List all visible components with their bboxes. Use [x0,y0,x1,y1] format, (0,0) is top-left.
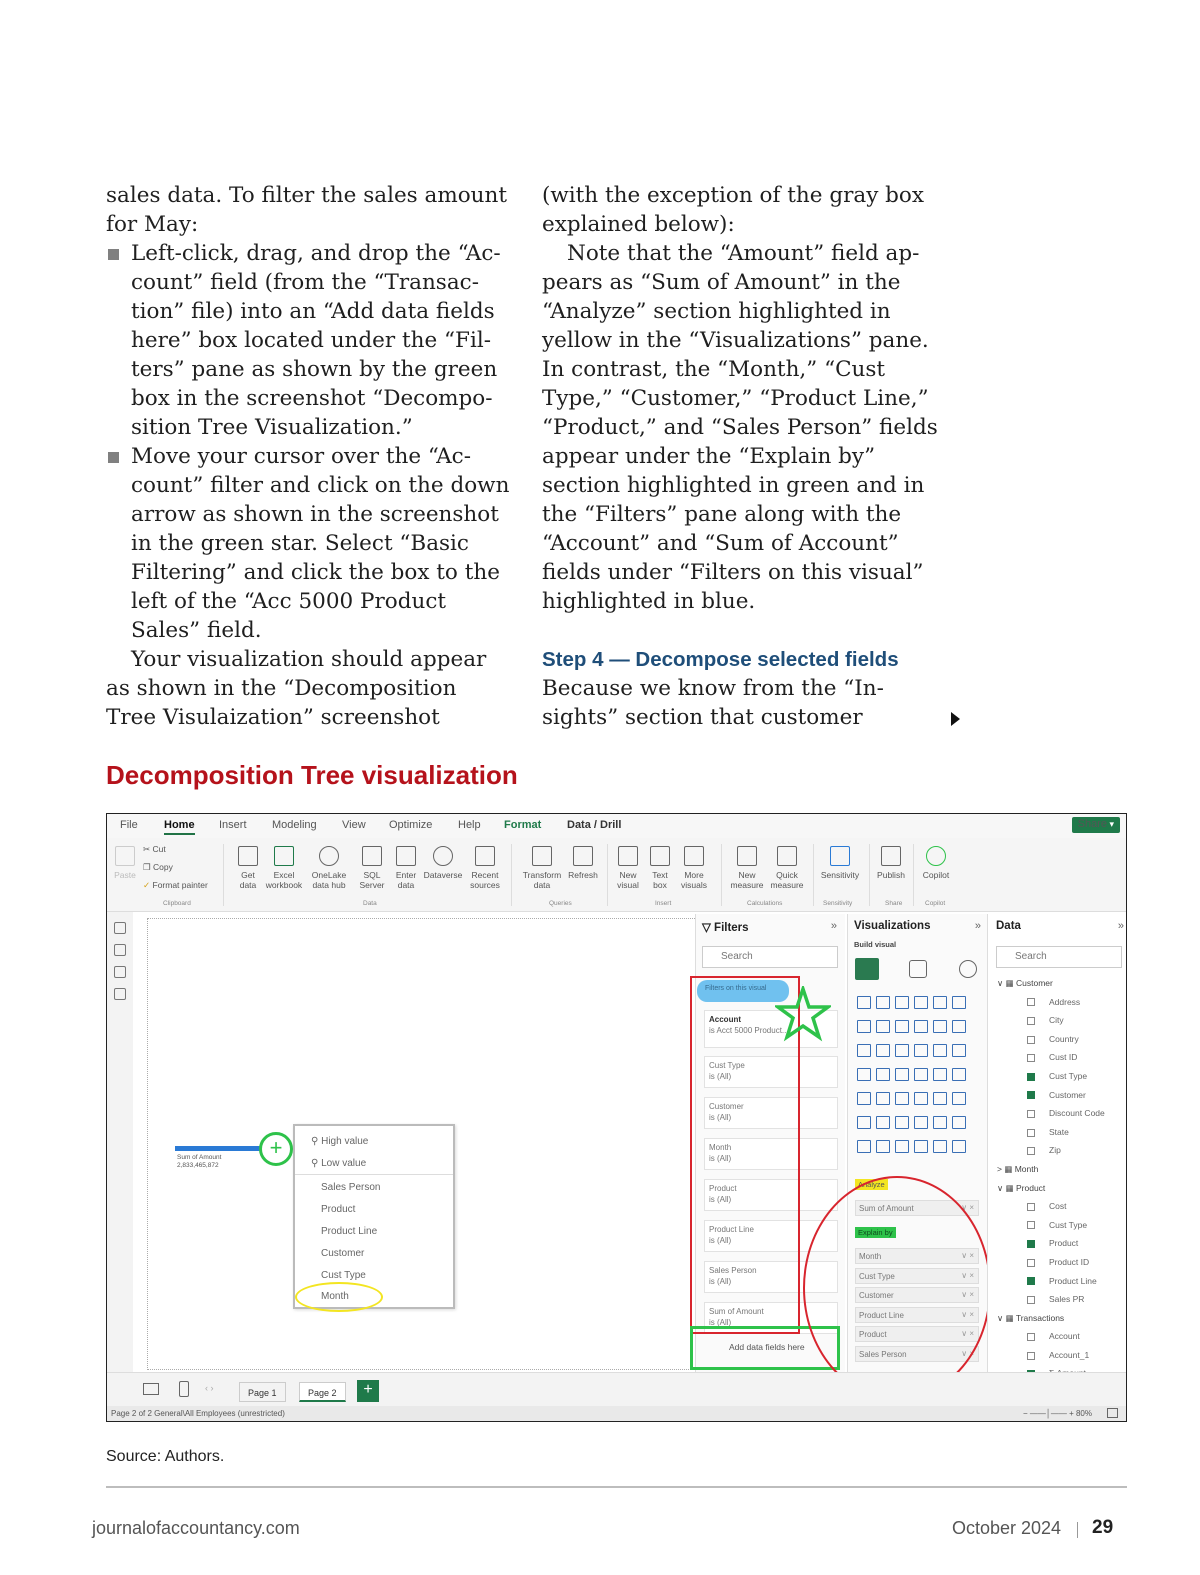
table-customer[interactable]: ∨ ▦ Customer [997,978,1053,988]
table-view-icon[interactable] [114,944,126,956]
analyze-label: Analyze [855,1179,888,1190]
powerbi-screenshot [106,813,1127,1422]
visual-type-icon[interactable] [895,1068,909,1081]
new-visual-button[interactable]: New visual [613,846,643,890]
visual-type-icon[interactable] [857,1092,871,1105]
format-painter-button[interactable]: ✓ Format painter [143,880,208,890]
paragraph: Your visualization should appear as shown in the “Decomposition Tree Visulaization” screenshot [106,647,487,730]
ribbon-group-label: Calculations [747,900,783,907]
share-button[interactable]: Share ▾ [1072,817,1120,833]
menu-item[interactable]: Sales Person [321,1182,381,1193]
visual-type-icon[interactable] [876,1068,890,1081]
article-right-column [542,181,942,732]
visual-type-icon[interactable] [933,1044,947,1057]
visual-type-icon[interactable] [857,1020,871,1033]
filters-search-input[interactable]: Search [702,946,838,968]
cut-button[interactable]: ✂ Cut [143,844,166,854]
field-item[interactable]: Sales PR [997,1290,1122,1309]
view-rail [107,912,133,1372]
ribbon-group-label: Copilot [925,900,946,907]
report-view-icon[interactable] [114,922,126,934]
zoom-level[interactable]: − ——│—— + 80% [1022,1409,1092,1418]
step-heading: Step 4 — Decompose selected fields [542,648,899,671]
status-text: Page 2 of 2 General\All Employees (unrestricted) [111,1409,285,1418]
filter-card[interactable]: Product is (All) [704,1179,838,1211]
visual-type-icon[interactable] [895,1140,909,1153]
visual-type-icon[interactable] [876,1044,890,1057]
field-item[interactable]: Product ID [997,1253,1122,1272]
explain-by-label: Explain by [855,1227,896,1238]
data-search-input[interactable]: Search [996,946,1122,968]
article-left-column [106,181,511,732]
visual-type-icon[interactable] [933,1092,947,1105]
visual-type-icon[interactable] [914,996,928,1009]
ribbon-group-label: Clipboard [163,900,191,907]
visual-type-icon[interactable] [952,1116,966,1129]
menu-item-month[interactable]: Month [321,1291,349,1302]
bullet-item: Move your cursor over the “Account” filter and click on the down arrow as shown in the screenshot in the green star. Select “Basic Filtering” and click the box to the left of the “Acc 5000 Product Sales” field. [106,442,511,645]
visual-type-icon[interactable] [933,1068,947,1081]
fit-to-page-icon[interactable] [1107,1408,1118,1418]
menu-help[interactable]: Help [458,819,481,831]
more-visuals-button[interactable]: More visuals [675,846,713,890]
text-box-button[interactable]: Text box [645,846,675,890]
visual-type-grid [855,994,983,1162]
menu-modeling[interactable]: Modeling [272,819,317,831]
analytics-icon[interactable] [959,960,977,978]
field-item[interactable]: Cust Type [997,1216,1122,1235]
footer-divider [1077,1522,1078,1538]
refresh-button[interactable]: Refresh [565,846,601,880]
menu-bar [107,814,1126,838]
menu-optimize[interactable]: Optimize [389,819,433,831]
sql-server-button[interactable]: SQL Server [357,846,387,890]
field-item[interactable]: Cost [997,1197,1122,1216]
visual-type-icon[interactable] [914,1020,928,1033]
field-item[interactable]: Cust Type [997,1067,1122,1086]
field-item[interactable]: Address [997,993,1122,1012]
visual-type-icon[interactable] [933,1116,947,1129]
footer-date: October 2024 [952,1518,1062,1538]
figure-source: Source: Authors. [106,1448,225,1465]
filter-card[interactable]: Cust Type is (All) [704,1056,838,1088]
collapse-icon[interactable]: » [830,920,837,932]
explain-field[interactable]: Product ∨ × [855,1326,979,1342]
filter-card[interactable]: Sales Person is (All) [704,1261,838,1293]
menu-insert[interactable]: Insert [219,819,247,831]
copilot-button[interactable]: Copilot [917,846,955,880]
filter-card[interactable]: Customer is (All) [704,1097,838,1129]
ribbon-group-label: Queries [549,900,572,907]
menu-item[interactable]: Customer [321,1248,365,1259]
field-item[interactable]: Country [997,1030,1122,1049]
analyze-field[interactable]: Sum of Amount ∨ × [855,1200,979,1216]
data-field-tree [997,974,1122,1402]
visual-type-icon[interactable] [857,1044,871,1057]
divider [106,1486,1127,1488]
visual-type-icon[interactable] [914,1092,928,1105]
get-data-button[interactable]: Get data [233,846,263,890]
filter-card[interactable]: Sum of Amount is (All) [704,1302,838,1334]
field-item[interactable]: Account_1 [997,1346,1122,1365]
visualizations-title: Visualizations [854,920,931,932]
bullet-item: Left-click, drag, and drop the “Account” field (from the “Transaction” file) into an “Add data fields here” box located under the “Filters” pane as shown by the green box in the screenshot “Decomposition Tree Visualization.” [106,239,511,442]
visual-type-icon[interactable] [876,1092,890,1105]
tab-nav-arrows-icon[interactable]: ‹ › [205,1383,214,1393]
onelake-button[interactable]: OneLake data hub [307,846,351,890]
dataverse-button[interactable]: Dataverse [423,846,463,880]
menu-item[interactable]: Product Line [321,1226,378,1237]
paragraph: sales data. To filter the sales amount for May: [106,183,508,237]
expand-menu [293,1124,455,1309]
explain-field[interactable]: Product Line ∨ × [855,1307,979,1323]
collapse-icon[interactable]: » [1117,920,1124,932]
menu-item-low-value[interactable]: ⚲ Low value [311,1158,367,1169]
paste-button[interactable]: Paste [113,846,137,880]
recent-sources-button[interactable]: Recent sources [467,846,503,890]
quick-measure-button[interactable]: Quick measure [767,846,807,890]
field-item[interactable]: State [997,1123,1122,1142]
menu-home[interactable]: Home [164,819,195,835]
visual-type-icon[interactable] [914,1068,928,1081]
decomposition-bar[interactable] [175,1146,261,1151]
collapse-icon[interactable]: » [974,920,981,932]
menu-item[interactable]: Cust Type [321,1270,366,1281]
page-number: 29 [1092,1517,1114,1538]
transform-data-button[interactable]: Transform data [521,846,563,890]
blue-highlight: Filters on this visual [697,980,789,1002]
visual-type-icon[interactable] [857,1140,871,1153]
explain-field[interactable]: Sales Person ∨ × [855,1346,979,1362]
paragraph: Note that the “Amount” field appears as “Sum of Amount” in the “Analyze” section highlighted in yellow in the “Visualizations” pane. In contrast, the “Month,” “Cust Type,” “Customer,” “Product Line,” “Product,” and “Sales Person” fields appear under the “Explain by” section highlighted in green and in the “Filters” pane along with the “Account” and “Sum of Account” fields under “Filters on this visual” highlighted in blue. [542,241,938,614]
menu-file[interactable]: File [120,819,138,831]
ribbon-group-label: Sensitivity [823,900,853,907]
visual-type-icon[interactable] [933,1020,947,1033]
field-item[interactable]: Product [997,1234,1122,1253]
visual-type-icon[interactable] [952,996,966,1009]
data-title: Data [996,920,1021,932]
yellow-highlight-oval [295,1282,383,1312]
green-star-icon [775,986,831,1042]
menu-data-drill[interactable]: Data / Drill [567,819,622,831]
expand-plus-icon[interactable]: + [259,1132,293,1166]
ribbon-group-label: Share [885,900,903,907]
build-visual-icon[interactable] [855,958,879,980]
field-item[interactable]: Product Line [997,1272,1122,1291]
menu-item[interactable]: Product [321,1204,356,1215]
red-highlight-oval [803,1176,991,1400]
table-transactions[interactable]: ∨ ▦ Transactions [997,1312,1065,1323]
green-highlight-box[interactable]: Add data fields here [690,1326,840,1370]
visual-type-icon[interactable] [876,996,890,1009]
format-visual-icon[interactable] [909,960,927,978]
footer-site: journalofaccountancy.com [92,1518,300,1538]
visual-type-icon[interactable] [933,996,947,1009]
dax-query-view-icon[interactable] [114,988,126,1000]
visual-type-icon[interactable] [895,1044,909,1057]
visual-type-icon[interactable] [895,1092,909,1105]
field-item[interactable]: Zip [997,1141,1122,1160]
ribbon-group-label: Data [363,900,377,907]
filter-card[interactable]: Product Line is (All) [704,1220,838,1252]
table-month[interactable]: > ▦ Month [997,1163,1039,1174]
visual-type-icon[interactable] [857,996,871,1009]
filter-card-account[interactable]: Account is Acct 5000 Product... [704,1010,838,1048]
visual-type-icon[interactable] [933,1140,947,1153]
table-product[interactable]: ∨ ▦ Product [997,1182,1046,1193]
field-item[interactable]: Customer [997,1086,1122,1105]
menu-item-high-value[interactable]: ⚲ High value [311,1136,369,1147]
enter-data-button[interactable]: Enter data [391,846,421,890]
visual-type-icon[interactable] [876,1020,890,1033]
copy-button[interactable]: ❐ Copy [143,862,173,872]
field-item[interactable]: City [997,1011,1122,1030]
publish-button[interactable]: Publish [873,846,909,880]
bar-label: Sum of Amount 2,833,465,872 [177,1154,222,1169]
filters-title: ▽ Filters [702,922,749,934]
visual-type-icon[interactable] [952,1140,966,1153]
continue-arrow-icon [951,712,960,726]
desktop-layout-icon[interactable] [143,1383,159,1395]
tab-page-1[interactable]: Page 1 [239,1382,286,1402]
ribbon [107,838,1126,912]
visual-type-icon[interactable] [895,1116,909,1129]
visual-type-icon[interactable] [895,996,909,1009]
visual-type-icon[interactable] [914,1116,928,1129]
paragraph: Because we know from the “Insights” section that customer [542,676,884,730]
menu-format[interactable]: Format [504,819,542,831]
visual-type-icon[interactable] [857,1068,871,1081]
visual-type-icon[interactable] [914,1140,928,1153]
add-page-button[interactable]: + [357,1380,379,1402]
explain-field[interactable]: Month ∨ × [855,1248,979,1264]
explain-field[interactable]: Cust Type ∨ × [855,1268,979,1284]
filter-card[interactable]: Month is (All) [704,1138,838,1170]
figure-title: Decomposition Tree visualization [106,760,518,790]
visual-type-icon[interactable] [952,1044,966,1057]
visual-type-icon[interactable] [895,1020,909,1033]
visual-type-icon[interactable] [876,1116,890,1129]
paragraph: (with the exception of the gray box explained below): [542,183,925,237]
model-view-icon[interactable] [114,966,126,978]
status-bar [107,1406,1126,1422]
field-item[interactable]: Cust ID [997,1048,1122,1067]
new-measure-button[interactable]: New measure [727,846,767,890]
mobile-layout-icon[interactable] [179,1381,189,1397]
page-tab-bar [107,1372,1126,1406]
visual-type-icon[interactable] [857,1116,871,1129]
visual-type-icon[interactable] [876,1140,890,1153]
field-item[interactable]: Discount Code [997,1104,1122,1123]
visual-type-icon[interactable] [952,1068,966,1081]
explain-field[interactable]: Customer ∨ × [855,1287,979,1303]
tab-page-2[interactable]: Page 2 [299,1382,346,1402]
build-visual-label: Build visual [854,940,897,949]
menu-view[interactable]: View [342,819,366,831]
visual-type-icon[interactable] [952,1020,966,1033]
ribbon-group-label: Insert [655,900,672,907]
visual-type-icon[interactable] [914,1044,928,1057]
excel-workbook-button[interactable]: Excel workbook [265,846,303,890]
visual-type-icon[interactable] [952,1092,966,1105]
sensitivity-button[interactable]: Sensitivity [817,846,863,880]
field-item[interactable]: Account [997,1327,1122,1346]
